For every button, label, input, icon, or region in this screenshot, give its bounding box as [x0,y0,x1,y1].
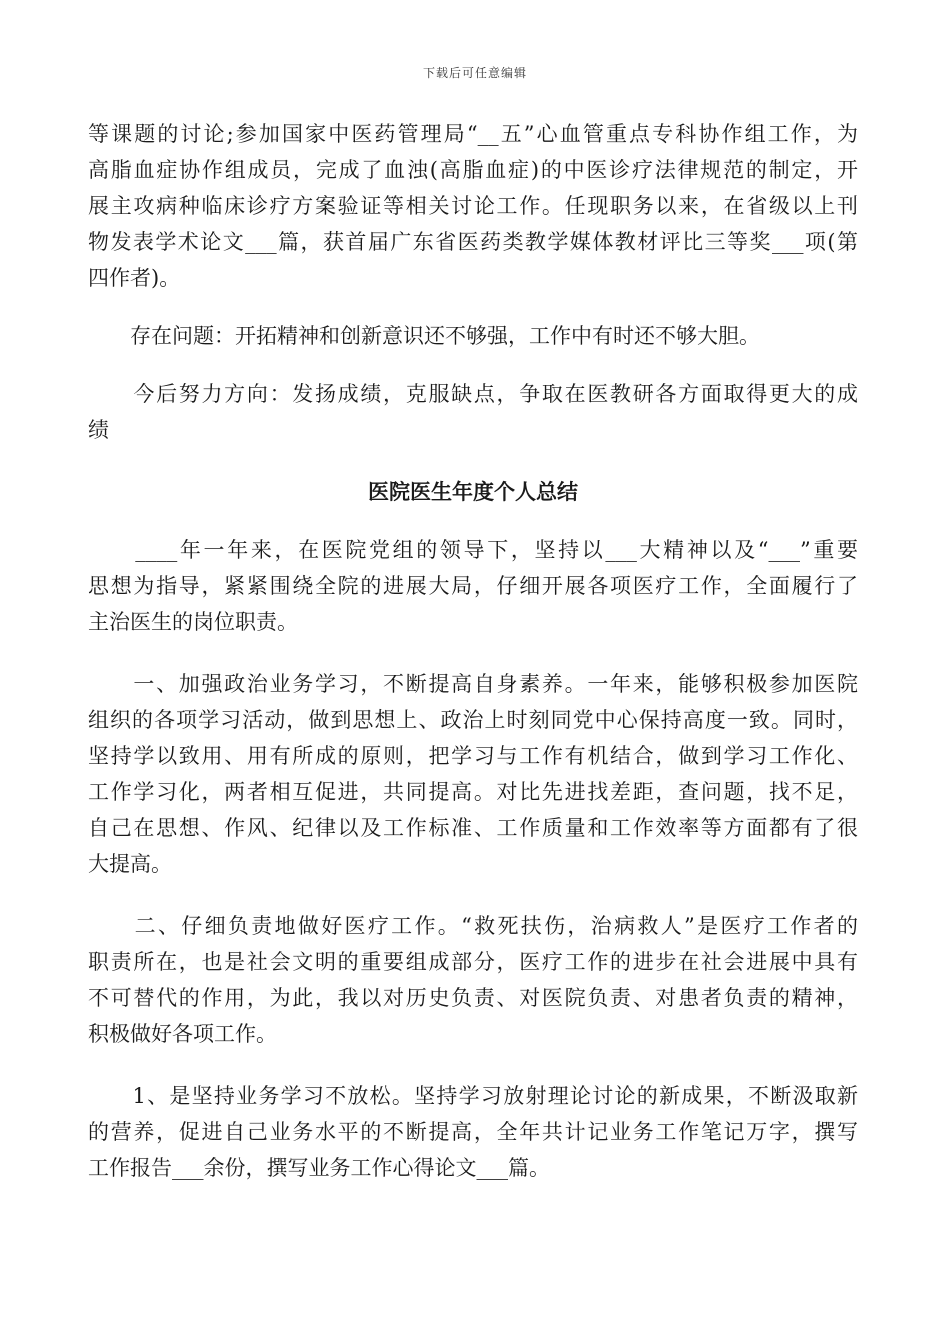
text-line: 展主攻病种临床诊疗方案验证等相关讨论工作。任现职务以来，在省级以上刊 [88,194,858,218]
paragraph-business-study [88,1078,858,1186]
text-line: ____年一年来，在医院党组的领导下，坚持以___大精神以及“___”重要 [88,538,858,562]
text-line: 的营养，促进自己业务水平的不断提高，全年共计记业务工作笔记万字，撰写 [88,1120,858,1144]
section-title: 医院医生年度个人总结 [368,479,578,504]
paragraph-research-work [88,116,858,296]
page-header: 下载后可任意编辑 [422,66,527,80]
text-line: 大提高。 [88,852,172,876]
text-line: 四作者)。 [88,266,181,290]
text-line: 等课题的讨论;参加国家中医药管理局“__五”心血管重点专科协作组工作，为 [88,122,858,146]
text-line: 绩 [88,418,109,442]
paragraph-medical-work [88,908,858,1052]
text-line: 职责所在，也是社会文明的重要组成部分，医疗工作的进步在社会进展中具有 [88,950,858,974]
text-line: 二、仔细负责地做好医疗工作。“救死扶伤，治病救人”是医疗工作者的 [88,914,858,938]
text-line: 工作学习化，两者相互促进，共同提高。对比先进找差距，查问题，找不足， [88,780,858,804]
text-line: 积极做好各项工作。 [88,1022,277,1046]
text-line: 工作报告___余份，撰写业务工作心得论文___篇。 [88,1156,550,1180]
text-line: 一、加强政治业务学习，不断提高自身素养。一年来，能够积极参加医院 [88,672,858,696]
paragraph-political-study [88,666,858,882]
text-line: 物发表学术论文___篇，获首届广东省医药类教学媒体教材评比三等奖___项(第 [88,230,858,254]
text-line: 组织的各项学习活动，做到思想上、政治上时刻同党中心保持高度一致。同时， [88,708,858,732]
text-line: 坚持学以致用、用有所成的原则，把学习与工作有机结合，做到学习工作化、 [88,744,858,768]
text-line: 1、是坚持业务学习不放松。坚持学习放射理论讨论的新成果，不断汲取新 [88,1084,858,1108]
text-line: 思想为指导，紧紧围绕全院的进展大局，仔细开展各项医疗工作，全面履行了 [88,574,858,598]
document-body [88,116,858,1186]
paragraph-future-direction [88,376,858,448]
text-line: 存在问题：开拓精神和创新意识还不够强，工作中有时还不够大胆。 [88,324,760,348]
text-line: 自己在思想、作风、纪律以及工作标准、工作质量和工作效率等方面都有了很 [88,816,858,840]
text-line: 不可替代的作用，为此，我以对历史负责、对医院负责、对患者负责的精神， [88,986,858,1010]
text-line: 今后努力方向：发扬成绩，克服缺点，争取在医教研各方面取得更大的成 [88,382,858,406]
paragraph-intro [88,532,858,640]
paragraph-problems [88,318,858,354]
text-line: 高脂血症协作组成员，完成了血浊(高脂血症)的中医诊疗法律规范的制定，开 [88,158,858,182]
text-line: 主治医生的岗位职责。 [88,610,298,634]
